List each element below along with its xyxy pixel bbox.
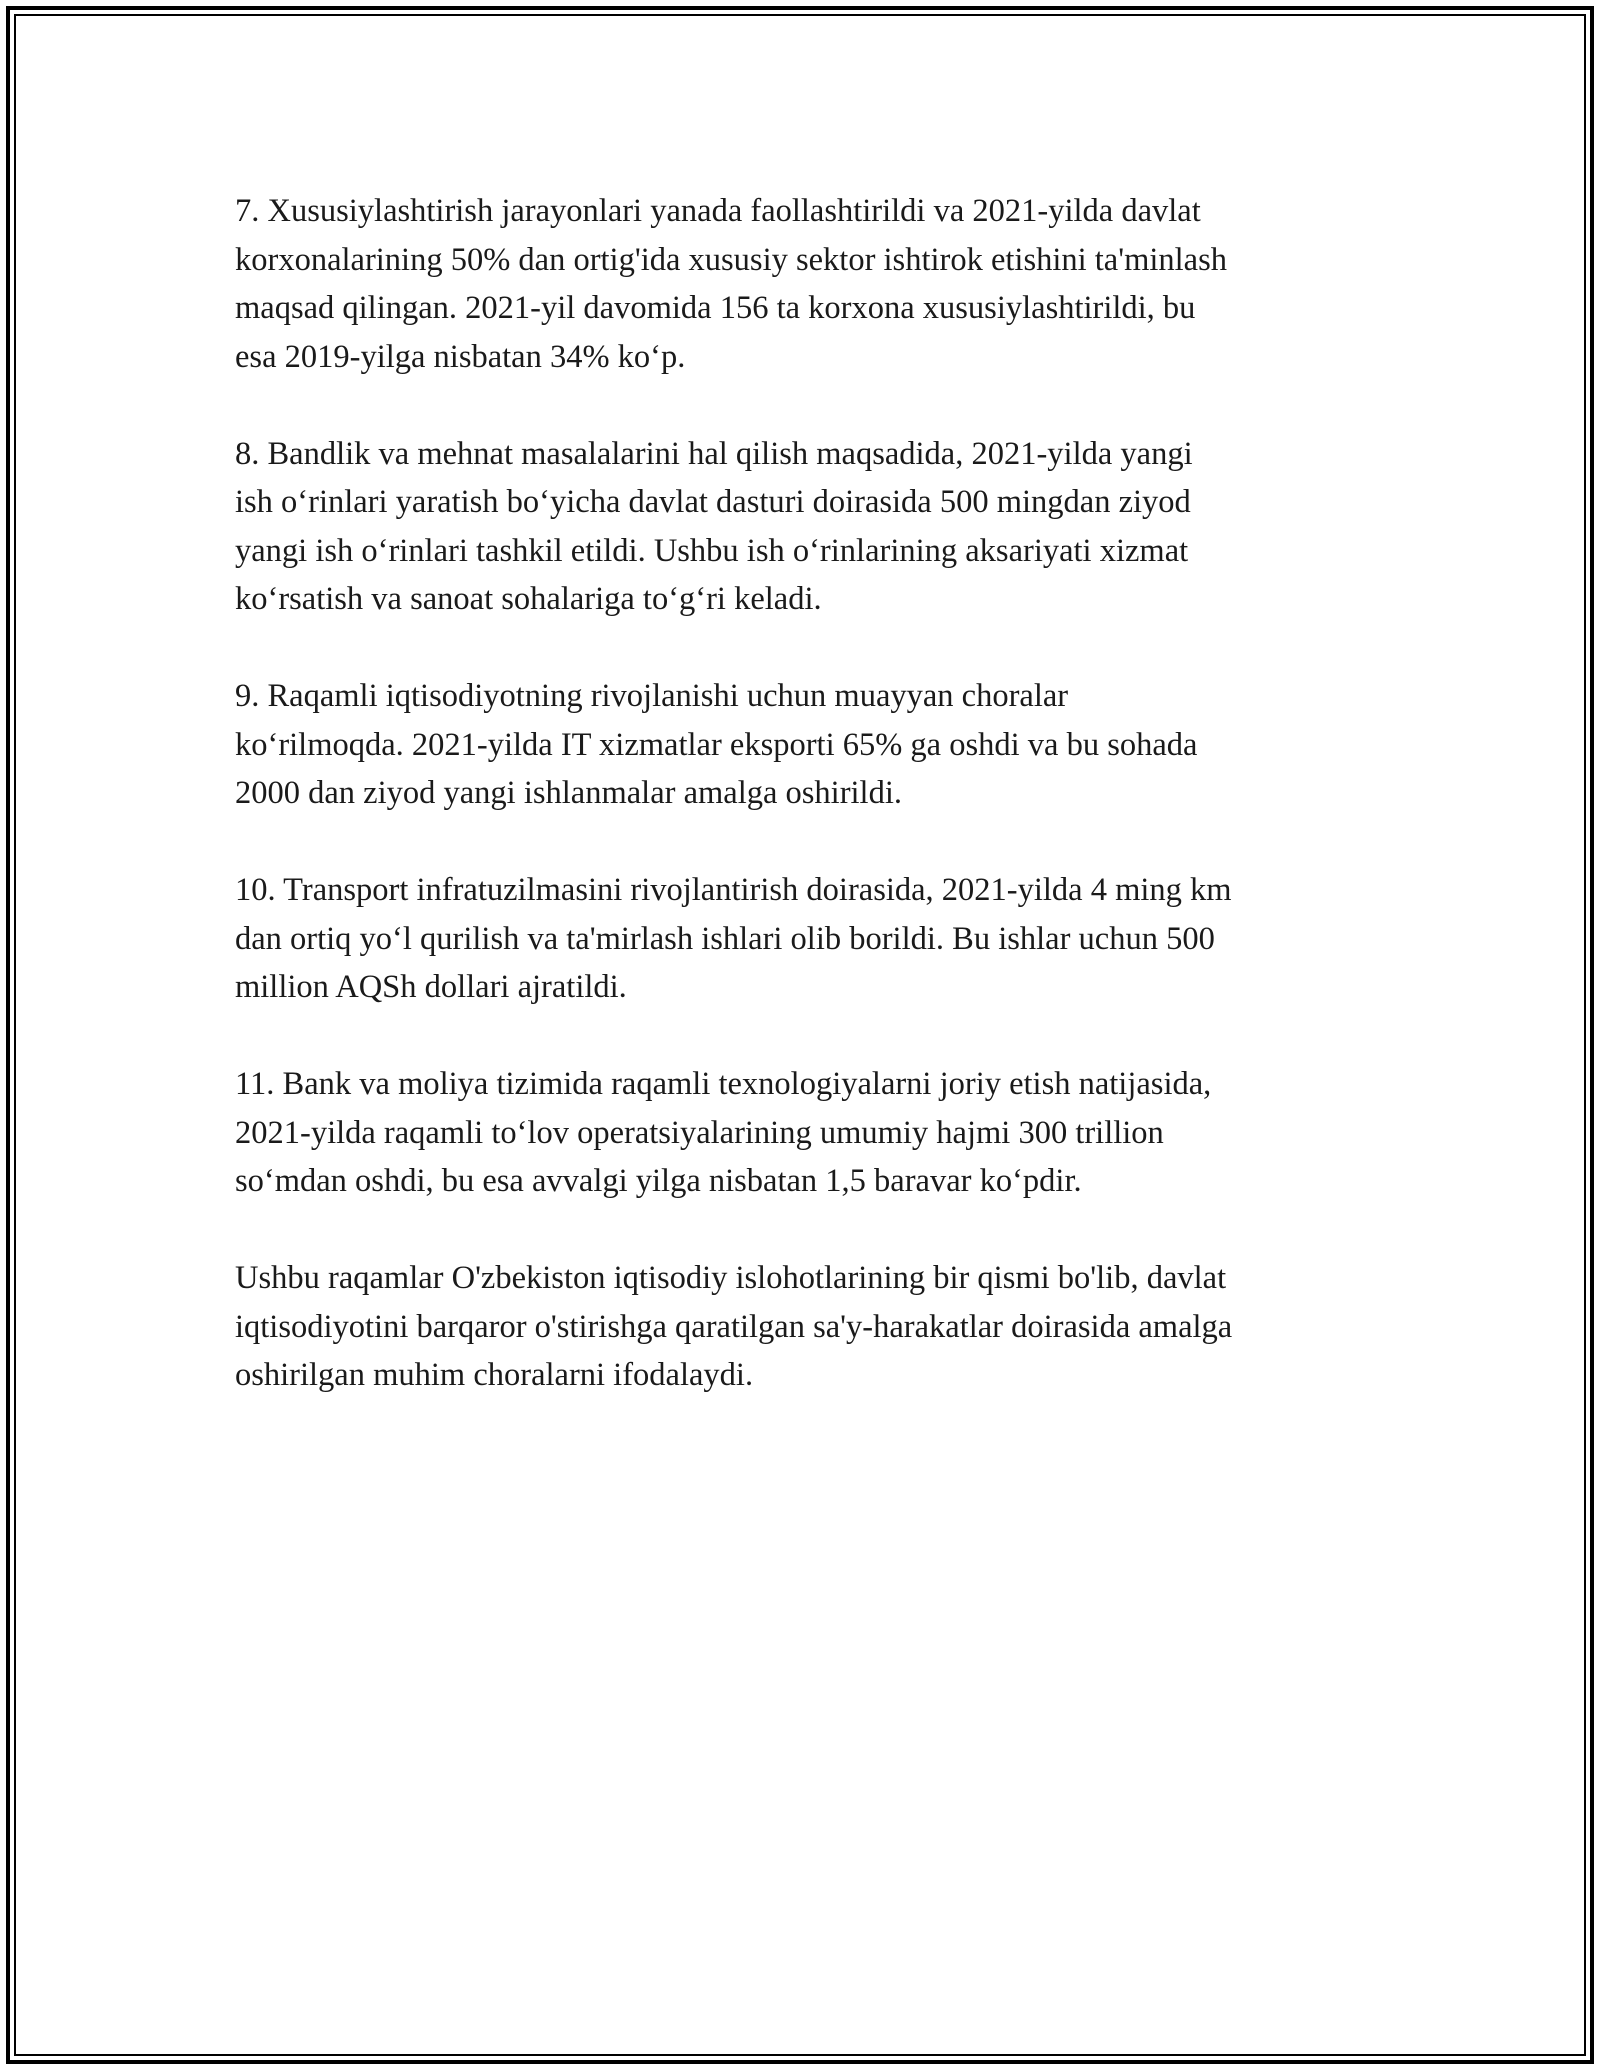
paragraph-line: 10. Transport infratuzilmasini rivojlantirish doirasida, 2021-yilda 4 ming km [235, 872, 1232, 908]
paragraph-line: 9. Raqamli iqtisodiyotning rivojlanishi uchun muayyan choralar [235, 678, 1069, 714]
paragraph-item-11 [235, 1060, 1385, 1206]
paragraph-line: esa 2019-yilga nisbatan 34% koʻp. [235, 338, 686, 375]
paragraph-conclusion [235, 1254, 1385, 1400]
paragraph-line: soʻmdan oshdi, bu esa avvalgi yilga nisbatan 1,5 baravar koʻpdir. [235, 1163, 1082, 1199]
paragraph-line: 7. Xususiylashtirish jarayonlari yanada faollashtirildi va 2021-yilda davlat [235, 193, 1201, 229]
paragraph-item-9 [235, 672, 1385, 818]
paragraph-line: 11. Bank va moliya tizimida raqamli texnologiyalarni joriy etish natijasida, [235, 1066, 1212, 1102]
paragraph-line: koʻrsatish va sanoat sohalariga toʻgʻri keladi. [235, 581, 822, 617]
paragraph-line: Ushbu raqamlar O'zbekiston iqtisodiy islohotlarining bir qismi bo'lib, davlat [235, 1260, 1227, 1296]
paragraph-line: 2021-yilda raqamli toʻlov operatsiyalarining umumiy hajmi 300 trillion [235, 1114, 1164, 1151]
paragraph-line: korxonalarining 50% dan ortig'ida xususiy sektor ishtirok etishini ta'minlash [235, 241, 1227, 278]
paragraph-line: ish oʻrinlari yaratish boʻyicha davlat dasturi doirasida 500 mingdan ziyod [235, 484, 1191, 520]
paragraph-line: yangi ish oʻrinlari tashkil etildi. Ushbu ish oʻrinlarining aksariyati xizmat [235, 532, 1189, 569]
paragraph-line: iqtisodiyotini barqaror o'stirishga qaratilgan sa'y-harakatlar doirasida amalga [235, 1308, 1233, 1345]
paragraph-item-8 [235, 430, 1385, 624]
paragraph-line: 2000 dan ziyod yangi ishlanmalar amalga oshirildi. [235, 775, 902, 811]
paragraph-line: oshirilgan muhim choralarni ifodalaydi. [235, 1357, 754, 1393]
paragraph-line: koʻrilmoqda. 2021-yilda IT xizmatlar eksporti 65% ga oshdi va bu sohada [235, 726, 1198, 763]
paragraph-line: million AQSh dollari ajratildi. [235, 969, 627, 1005]
paragraph-line: 8. Bandlik va mehnat masalalarini hal qilish maqsadida, 2021-yilda yangi [235, 435, 1193, 472]
document-body [235, 187, 1385, 1448]
paragraph-item-10 [235, 866, 1385, 1012]
paragraph-line: maqsad qilingan. 2021-yil davomida 156 ta korxona xususiylashtirildi, bu [235, 290, 1196, 326]
paragraph-item-7 [235, 187, 1385, 381]
paragraph-line: dan ortiq yoʻl qurilish va ta'mirlash ishlari olib borildi. Bu ishlar uchun 500 [235, 920, 1215, 957]
